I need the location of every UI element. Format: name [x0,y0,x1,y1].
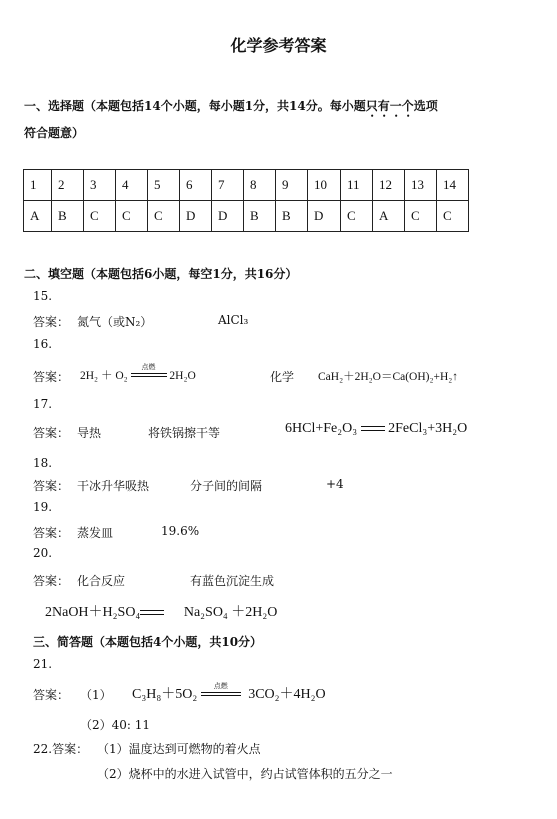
q20-number: 20. [33,546,53,560]
q16-answer-2: 化学 [270,370,295,384]
q16-eq-right: 2H₂O [169,370,196,382]
q16-eq-left: 2H₂ ＋ O₂ [80,370,128,382]
q15-answer-2: AlCl₃ [218,313,249,327]
q15-number: 15. [33,289,53,303]
table-cell-answer: D [308,201,341,232]
answer-table [23,169,469,232]
section1-heading [24,97,438,120]
table-cell-number: 3 [84,170,116,201]
q17-eq-right: 2FeCl₃+3H₂O [388,421,468,436]
table-cell-number: 13 [405,170,437,201]
q17-equation [285,421,467,437]
q21-eq-right: 3CO₂＋4H₂O [248,687,326,702]
equals-sign-icon [140,608,164,618]
q18-answer-3: +4 [326,477,344,491]
table-cell-answer: C [437,201,469,232]
table-cell-answer: A [373,201,405,232]
table-cell-number: 4 [116,170,148,201]
q22-part2: （2）烧杯中的水进入试管中，约占试管体积的五分之一 [97,767,393,781]
table-cell-answer: B [244,201,276,232]
q17-eq-left: 6HCl+Fe₂O₃ [285,421,358,436]
page-title: 化学参考答案 [230,36,327,55]
q19-answer-2: 19.6% [161,524,200,538]
q17-answer-2: 将铁锅擦干等 [148,426,221,440]
section1-heading-b: 选项 [413,99,438,113]
table-cell-answer: C [341,201,373,232]
section1-heading-line2: 符合题意） [24,126,85,140]
q18-number: 18. [33,456,53,470]
section1-heading-a: 一、选择题（本题包括14个小题，每小题1分，共14分。每小题 [24,99,366,113]
q21-answer-label: 答案： [33,688,70,702]
table-cell-answer: B [52,201,84,232]
table-cell-answer: C [405,201,437,232]
q20-equation [45,601,277,621]
table-cell-number: 7 [212,170,244,201]
table-cell-number: 6 [180,170,212,201]
q15-answer-label: 答案： [33,315,70,329]
q22-part1: （1）温度达到可燃物的着火点 [97,742,261,756]
q16-arrow-label: 点燃 [141,363,156,372]
q19-answer-label: 答案： [33,526,70,540]
q17-answer-label: 答案： [33,426,70,440]
q16-equation [80,363,196,383]
q16-answer-3: CaH₂＋2H₂O＝Ca(OH)₂+H₂↑ [318,371,459,383]
q21-arrow-label: 点燃 [213,681,228,690]
q21-part1-label: （1） [80,688,112,702]
q21-equation [132,683,326,703]
q18-answer-1: 干冰升华吸热 [77,479,150,493]
table-cell-number: 9 [276,170,308,201]
reaction-arrow-icon [201,681,241,702]
q17-number: 17. [33,397,53,411]
table-cell-answer: C [148,201,180,232]
q17-answer-1: 导热 [77,426,102,440]
section3-heading: 三、简答题（本题包括4个小题，共10分） [33,635,263,649]
q16-answer-label: 答案： [33,370,70,384]
table-cell-answer: C [116,201,148,232]
q15-answer-1: 氮气（或N₂） [77,315,153,329]
section2-heading: 二、填空题（本题包括6小题，每空1分，共16分） [24,267,298,281]
table-cell-number: 5 [148,170,180,201]
table-cell-answer: C [84,201,116,232]
q21-part2: （2）40: 11 [80,718,151,732]
q20-eq-left: 2NaOH＋H₂SO₄ [45,605,141,620]
q19-number: 19. [33,500,53,514]
table-cell-number: 8 [244,170,276,201]
equals-sign-icon [361,424,385,434]
table-cell-number: 1 [24,170,52,201]
q20-eq-right: Na₂SO₄ ＋2H₂O [183,605,278,620]
q18-answer-2: 分子间的间隔 [190,479,263,493]
q21-number: 21. [33,657,53,671]
q20-answer-label: 答案： [33,574,70,588]
q22-answer-label: 22.答案： [33,742,89,756]
q20-answer-2: 有蓝色沉淀生成 [190,574,275,588]
table-cell-answer: B [276,201,308,232]
q18-answer-label: 答案： [33,479,70,493]
table-row-numbers [24,170,469,201]
table-cell-number: 2 [52,170,84,201]
table-cell-number: 12 [373,170,405,201]
table-row-answers [24,201,469,232]
table-cell-answer: A [24,201,52,232]
table-cell-number: 10 [308,170,341,201]
q21-eq-left: C₃H₈＋5O₂ [132,687,198,702]
q20-answer-1: 化合反应 [77,574,126,588]
table-cell-answer: D [212,201,244,232]
q19-answer-1: 蒸发皿 [77,526,114,540]
table-cell-number: 14 [437,170,469,201]
q16-number: 16. [33,337,53,351]
section1-heading-emphasis: 只有一个 [365,99,414,113]
reaction-arrow-icon [131,363,167,383]
table-cell-answer: D [180,201,212,232]
table-cell-number: 11 [341,170,373,201]
